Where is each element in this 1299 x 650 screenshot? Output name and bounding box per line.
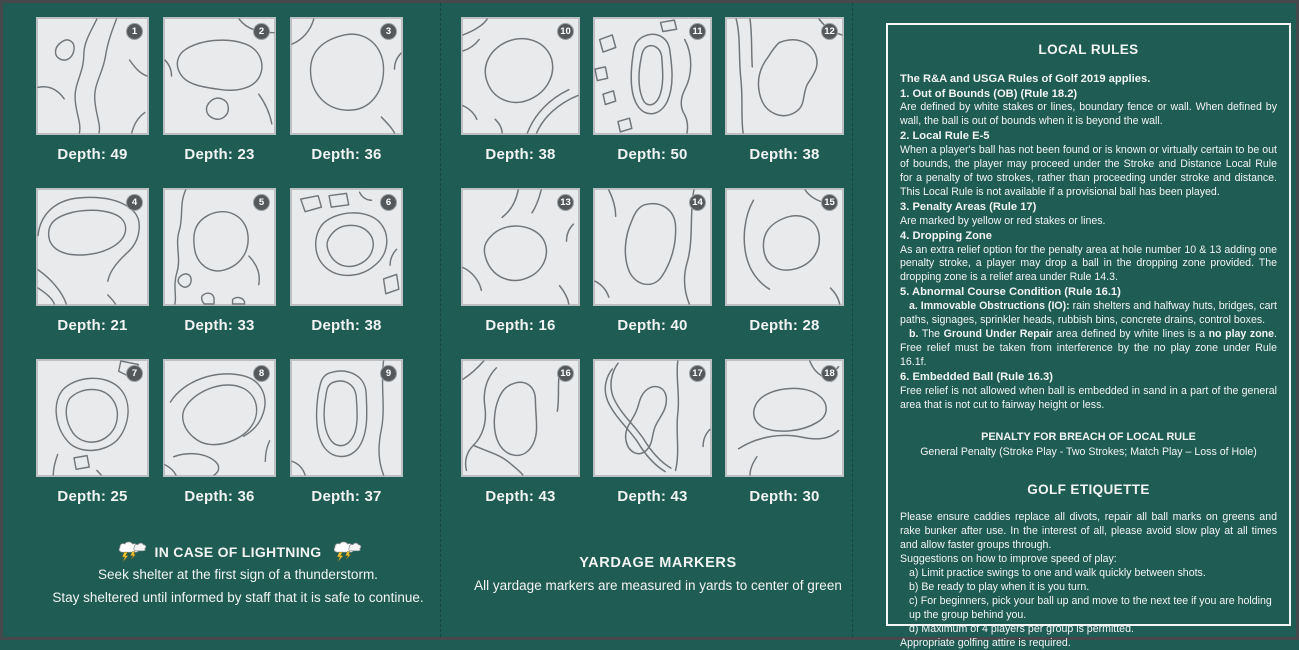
green-contour-map (290, 188, 403, 306)
green-contour-map (593, 188, 712, 306)
rule-6-heading: 6. Embedded Ball (Rule 16.3) (900, 370, 1277, 385)
green-contour-map (725, 17, 844, 135)
green-depth-label: Depth: 28 (725, 317, 844, 334)
rule-5b-body (900, 328, 1277, 370)
etiquette-item-c: c) For beginners, pick your ball up and move to the next tee if you are holding up the group behind you. (900, 595, 1277, 623)
hole-card-7 (36, 359, 149, 517)
hole-number-badge: 6 (380, 194, 397, 211)
green-depth-label: Depth: 43 (593, 488, 712, 505)
rule-5b-lead: b. (909, 328, 918, 340)
yardage-body: All yardage markers are measured in yards to center of green (463, 578, 853, 593)
local-rules-panel (886, 23, 1291, 626)
green-depth-label: Depth: 38 (290, 317, 403, 334)
hole-number-badge: 12 (821, 23, 838, 40)
green-contour-map (725, 359, 844, 477)
green-depth-label: Depth: 38 (725, 146, 844, 163)
hole-number-badge: 16 (557, 365, 574, 382)
green-contour-map (461, 17, 580, 135)
hole-card-11 (593, 17, 712, 175)
rule-5b-gur: Ground Under Repair (944, 328, 1053, 340)
green-depth-label: Depth: 38 (461, 146, 580, 163)
etiquette-item-d: d) Maximum of 4 players per group is permitted. (900, 623, 1277, 637)
hole-number-badge: 3 (380, 23, 397, 40)
hole-number-badge: 4 (126, 194, 143, 211)
rule-3-body: Are marked by yellow or red stakes or lines. (900, 215, 1277, 229)
hole-number-badge: 8 (253, 365, 270, 382)
green-depth-label: Depth: 33 (163, 317, 276, 334)
rule-1-body: Are defined by white stakes or lines, boundary fence or wall. When defined by wall, the ball is out of bounds when it is beyond the wall. (900, 101, 1277, 129)
etiquette-suggestions-intro: Suggestions on how to improve speed of play: (900, 553, 1277, 567)
green-depth-label: Depth: 43 (461, 488, 580, 505)
green-depth-label: Depth: 21 (36, 317, 149, 334)
green-contour-map (163, 359, 276, 477)
hole-card-5 (163, 188, 276, 346)
fold-line-right (852, 3, 853, 637)
green-depth-label: Depth: 36 (290, 146, 403, 163)
penalty-title: PENALTY FOR BREACH OF LOCAL RULE (900, 430, 1277, 444)
green-depth-label: Depth: 36 (163, 488, 276, 505)
green-depth-label: Depth: 23 (163, 146, 276, 163)
hole-number-badge: 5 (253, 194, 270, 211)
lightning-line-2: Stay sheltered until informed by staff that it is safe to continue. (43, 588, 433, 608)
hole-card-3 (290, 17, 403, 175)
hole-card-13 (461, 188, 580, 346)
hole-number-badge: 9 (380, 365, 397, 382)
hole-card-8 (163, 359, 276, 517)
green-contour-map (36, 359, 149, 477)
hole-number-badge: 14 (689, 194, 706, 211)
storm-cloud-icon (331, 541, 361, 562)
storm-cloud-icon (116, 541, 146, 562)
green-depth-label: Depth: 30 (725, 488, 844, 505)
hole-number-badge: 17 (689, 365, 706, 382)
greens-grid-front-nine (36, 17, 403, 517)
hole-number-badge: 7 (126, 365, 143, 382)
fold-line-left (440, 3, 441, 637)
hole-card-6 (290, 188, 403, 346)
yardage-title: YARDAGE MARKERS (463, 555, 853, 571)
lightning-notice (43, 541, 433, 607)
rule-2-heading: 2. Local Rule E-5 (900, 129, 1277, 144)
hole-card-14 (593, 188, 712, 346)
hole-card-16 (461, 359, 580, 517)
rule-5b-npz: no play zone (1209, 328, 1274, 340)
rule-1-heading: 1. Out of Bounds (OB) (Rule 18.2) (900, 87, 1277, 102)
hole-card-15 (725, 188, 844, 346)
green-depth-label: Depth: 37 (290, 488, 403, 505)
hole-number-badge: 2 (253, 23, 270, 40)
etiquette-title: GOLF ETIQUETTE (900, 481, 1277, 499)
hole-number-badge: 15 (821, 194, 838, 211)
rule-5b-text-2: area defined by white lines is a (1053, 328, 1209, 340)
rule-2-body: When a player's ball has not been found or is known or virtually certain to be out of bounds, the player may proceed under the Stroke and Distance Local Rule for a penalty of two strokes, rather than proceeding under stroke and distance. This Local Rule is not available if a provisional ball has been played. (900, 144, 1277, 200)
green-contour-map (593, 17, 712, 135)
green-contour-map (290, 17, 403, 135)
local-rules-title: LOCAL RULES (900, 41, 1277, 59)
green-contour-map (36, 188, 149, 306)
green-contour-map (163, 17, 276, 135)
rule-4-heading: 4. Dropping Zone (900, 229, 1277, 244)
rules-intro: The R&A and USGA Rules of Golf 2019 applies. (900, 72, 1277, 87)
rule-5b-text-3: . Free relief must be taken from interference by the no play zone under Rule 16.1f. (900, 328, 1277, 368)
green-contour-map (290, 359, 403, 477)
hole-number-badge: 13 (557, 194, 574, 211)
rule-5b-text-1: The (918, 328, 943, 340)
hole-card-9 (290, 359, 403, 517)
rule-5-heading: 5. Abnormal Course Condition (Rule 16.1) (900, 285, 1277, 300)
rule-5a-lead: a. Immovable Obstructions (IO): (909, 300, 1070, 312)
rule-5a-text: rain shelters and halfway huts, bridges, cart paths, signages, sprinkler heads, rubbish bins, concrete drains, control boxes. (900, 300, 1277, 326)
hole-card-4 (36, 188, 149, 346)
rule-6-body: Free relief is not allowed when ball is embedded in sand in a part of the general area that is not cut to fairway height or less. (900, 385, 1277, 413)
green-contour-map (593, 359, 712, 477)
hole-number-badge: 18 (821, 365, 838, 382)
green-depth-label: Depth: 49 (36, 146, 149, 163)
yardage-markers-note (463, 555, 853, 593)
hole-card-18 (725, 359, 844, 517)
hole-card-12 (725, 17, 844, 175)
green-contour-map (725, 188, 844, 306)
green-depth-label: Depth: 16 (461, 317, 580, 334)
hole-number-badge: 1 (126, 23, 143, 40)
green-contour-map (461, 188, 580, 306)
etiquette-item-a: a) Limit practice swings to one and walk quickly between shots. (900, 567, 1277, 581)
etiquette-closing: Appropriate golfing attire is required. (900, 637, 1277, 650)
hole-card-1 (36, 17, 149, 175)
green-depth-label: Depth: 50 (593, 146, 712, 163)
hole-card-2 (163, 17, 276, 175)
green-depth-label: Depth: 25 (36, 488, 149, 505)
penalty-block (900, 430, 1277, 460)
hole-card-10 (461, 17, 580, 175)
lightning-line-1: Seek shelter at the first sign of a thunderstorm. (43, 565, 433, 585)
hole-number-badge: 10 (557, 23, 574, 40)
etiquette-item-b: b) Be ready to play when it is you turn. (900, 581, 1277, 595)
rule-4-body: As an extra relief option for the penalty area at hole number 10 & 13 adding one penalty stroke, a player may drop a ball in the dropping zone provided. The dropping zone is a relief area under Rule 14.3. (900, 244, 1277, 286)
hole-number-badge: 11 (689, 23, 706, 40)
green-depth-label: Depth: 40 (593, 317, 712, 334)
green-contour-map (36, 17, 149, 135)
green-contour-map (163, 188, 276, 306)
greens-grid-back-nine (461, 17, 844, 517)
green-contour-map (461, 359, 580, 477)
rule-3-heading: 3. Penalty Areas (Rule 17) (900, 200, 1277, 215)
hole-card-17 (593, 359, 712, 517)
lightning-title: IN CASE OF LIGHTNING (155, 544, 322, 560)
penalty-body: General Penalty (Stroke Play - Two Strokes; Match Play – Loss of Hole) (900, 446, 1277, 460)
rule-5a-body (900, 300, 1277, 328)
etiquette-paragraph: Please ensure caddies replace all divots, repair all ball marks on greens and rake bunker after use. In the interest of all, please avoid slow play at all times and allow faster groups through. (900, 511, 1277, 553)
